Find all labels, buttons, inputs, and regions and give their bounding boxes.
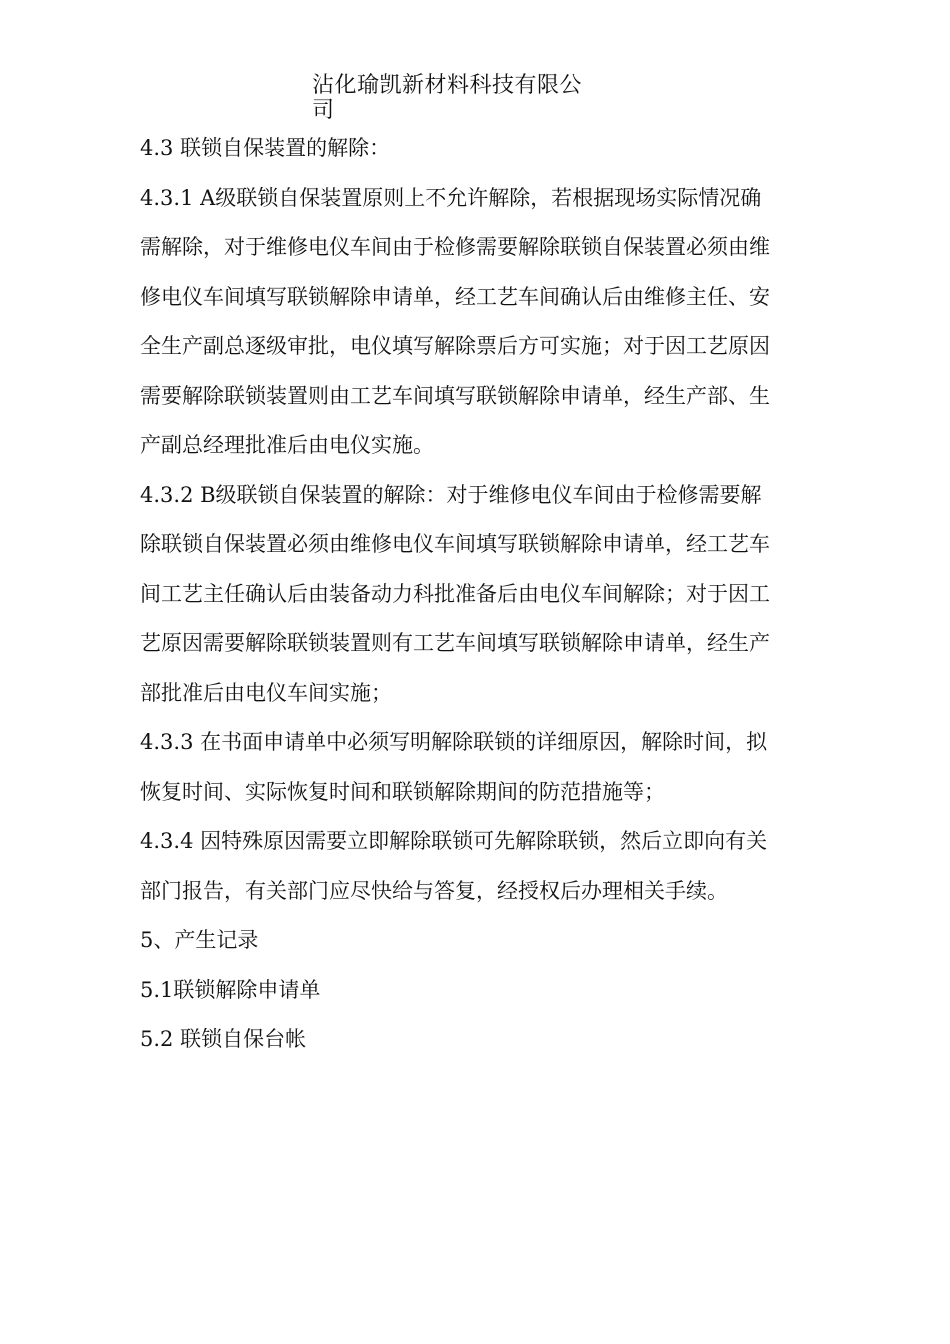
clause-4-3-1-line-4: 全生产副总逐级审批，电仪填写解除票后方可实施；对于因工艺原因: [140, 334, 770, 358]
record-5-1: 5.1联锁解除申请单: [140, 977, 321, 1002]
company-name-line-2: 司: [312, 98, 335, 123]
company-name-line-1: 沾化瑜凯新材料科技有限公: [312, 73, 583, 98]
company-header: [312, 73, 632, 123]
clause-4-3-2-line-2: 除联锁自保装置必须由维修电仪车间填写联锁解除申请单，经工艺车: [140, 532, 770, 556]
clause-4-3-1-line-5: 需要解除联锁装置则由工艺车间填写联锁解除申请单，经生产部、生: [140, 383, 770, 408]
clause-4-3-1-line-3: 修电仪车间填写联锁解除申请单，经工艺车间确认后由维修主任、安: [140, 284, 770, 309]
clause-4-3-2-line-3: 间工艺主任确认后由装备动力科批准备后由电仪车间解除；对于因工: [140, 581, 770, 606]
clause-4-3-2-line-4: 艺原因需要解除联锁装置则有工艺车间填写联锁解除申请单，经生产: [140, 631, 770, 655]
clause-4-3-2-line-1: 4.3.2 B级联锁自保装置的解除：对于维修电仪车间由于检修需要解: [140, 482, 762, 507]
clause-4-3-2-line-5: 部批准后由电仪车间实施；: [140, 680, 392, 705]
clause-4-3-3-line-2: 恢复时间、实际恢复时间和联锁解除期间的防范措施等；: [140, 779, 665, 804]
clause-4-3-4-line-2: 部门报告，有关部门应尽快给与答复，经授权后办理相关手续。: [140, 878, 728, 903]
clause-4-3-4-line-1: 4.3.4 因特殊原因需要立即解除联锁可先解除联锁，然后立即向有关: [140, 829, 768, 853]
clause-4-3-1-line-1: 4.3.1 A级联锁自保装置原则上不允许解除，若根据现场实际情况确: [140, 185, 762, 210]
clause-4-3-1-line-2: 需解除，对于维修电仪车间由于检修需要解除联锁自保装置必须由维: [140, 235, 770, 259]
section-5-heading: 5、产生记录: [140, 928, 259, 952]
document-body: [140, 124, 820, 1065]
clause-4-3-3-line-1: 4.3.3 在书面申请单中必须写明解除联锁的详细原因，解除时间，拟: [140, 730, 768, 754]
record-5-2: 5.2 联锁自保台帐: [140, 1027, 307, 1051]
section-4-3-heading: 4.3 联锁自保装置的解除：: [140, 136, 391, 160]
clause-4-3-1-line-6: 产副总经理批准后由电仪实施。: [140, 433, 434, 457]
